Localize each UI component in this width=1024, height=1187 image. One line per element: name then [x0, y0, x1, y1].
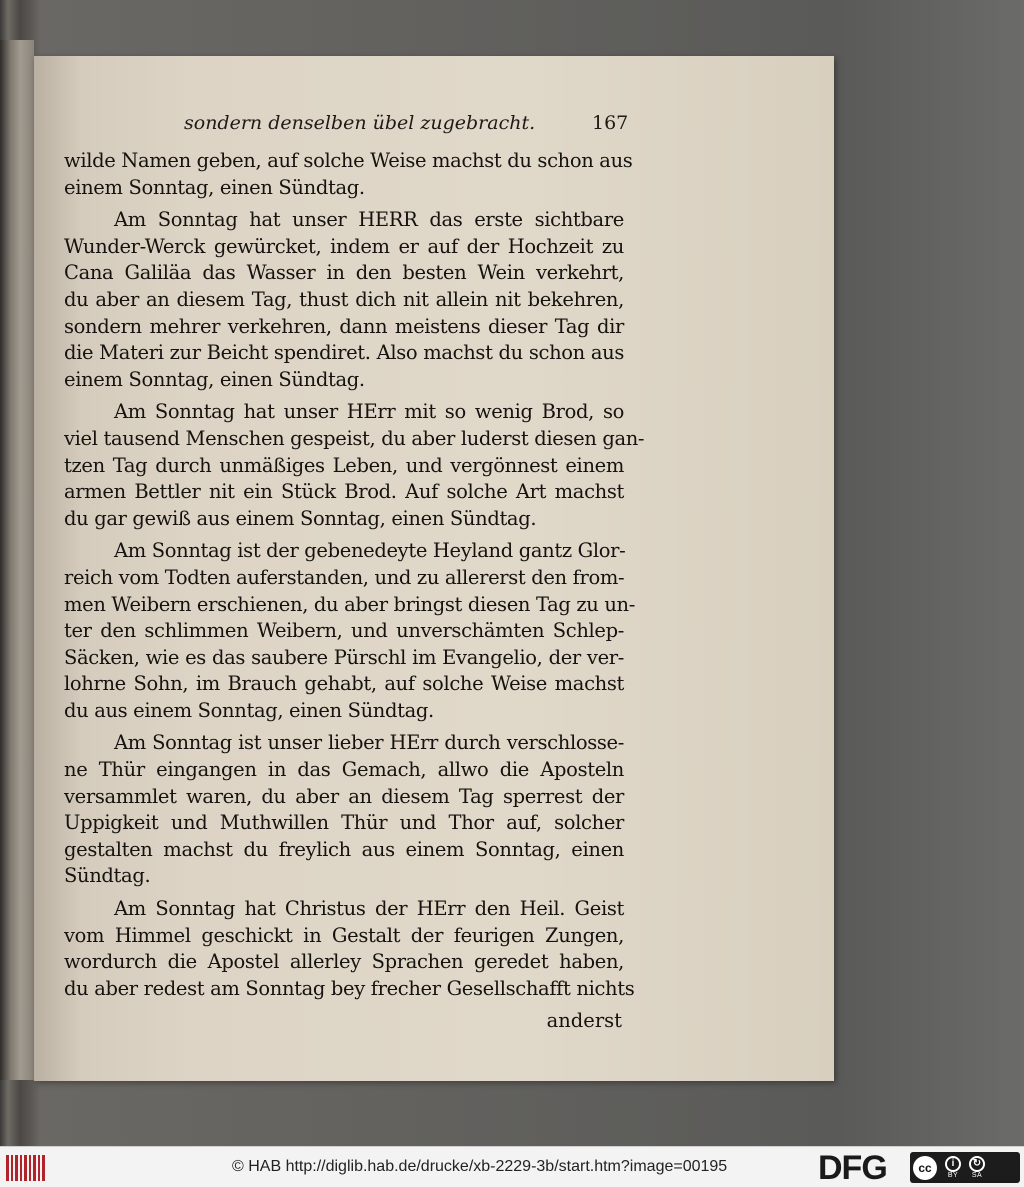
body-text: [64, 148, 645, 1035]
creative-commons-icon: cc: [913, 1156, 937, 1180]
text-line: tzen Tag durch unmäßiges Leben, und vergönnest einem: [64, 453, 624, 477]
footer-bar: [0, 1146, 1024, 1187]
text-line: ne Thür eingangen in das Gemach, allwo die Aposteln: [64, 758, 624, 782]
page-header: [34, 112, 634, 140]
text-line: Am Sonntag hat unser HERR das erste sichtbare: [114, 208, 624, 232]
text-line: sondern mehrer verkehren, dann meistens dieser Tag dir: [64, 314, 624, 338]
copyright-link[interactable]: © HAB http://diglib.hab.de/drucke/xb-2229-3b/start.htm?image=00195: [232, 1158, 728, 1175]
stripe: [15, 1155, 18, 1181]
text-line: wilde Namen geben, auf solche Weise machst du schon aus: [64, 149, 633, 172]
catchword: anderst: [546, 1009, 622, 1033]
paragraph: [64, 399, 645, 532]
text-line: du aber redest am Sonntag bey frecher Gesellschafft nichts: [64, 976, 635, 1000]
text-line: Säcken, wie es das saubere Pürschl im Evangelio, der ver-: [64, 645, 624, 669]
dfg-logo: DFG: [818, 1149, 887, 1187]
text-line: wordurch die Apostel allerley Sprachen geredet haben,: [64, 950, 624, 974]
stripe: [29, 1155, 31, 1181]
license-sa-label: SA: [971, 1171, 983, 1179]
text-line: men Weibern erschienen, du aber bringst diesen Tag zu un-: [64, 592, 635, 616]
text-line: versammlet waren, du aber an diesem Tag sperrest der: [64, 784, 624, 808]
paragraph: [64, 730, 624, 890]
paragraph: [64, 896, 635, 1002]
text-line: Sündtag.: [64, 864, 151, 888]
stripe: [6, 1155, 9, 1181]
red-barcode-stripes-icon: [6, 1155, 48, 1181]
text-line: Uppigkeit und Muthwillen Thür und Thor auf, solcher: [64, 811, 624, 835]
text-line: Am Sonntag hat Christus der HErr den Heil. Geist: [114, 897, 624, 921]
text-line: ter den schlimmen Weibern, und unverschämten Schlep-: [64, 619, 624, 643]
license-by-label: BY: [947, 1171, 959, 1179]
text-line: Cana Galiläa das Wasser in den besten Wein verkehrt,: [64, 261, 624, 285]
text-line: vom Himmel geschickt in Gestalt der feurigen Zungen,: [64, 923, 624, 947]
text-line: du aber an diesem Tag, thust dich nit allein nit bekehren,: [64, 287, 624, 311]
page-number: 167: [592, 112, 629, 134]
text-line: viel tausend Menschen gespeist, du aber luderst diesen gan-: [64, 426, 645, 450]
book-page: [34, 56, 834, 1081]
text-line: einem Sonntag, einen Sündtag.: [64, 175, 365, 199]
share-alike-icon: ↻: [969, 1156, 985, 1172]
text-line: die Materi zur Beicht spendiret. Also machst du schon aus: [64, 341, 624, 365]
attribution-person-icon: i: [945, 1156, 961, 1172]
text-line: lohrne Sohn, im Brauch gehabt, auf solche Weise machst: [64, 672, 624, 696]
share-alike-block: [969, 1156, 985, 1180]
stripe: [42, 1155, 45, 1181]
paragraph: [64, 207, 624, 393]
paragraph: [64, 538, 635, 724]
text-line: gestalten machst du freylich aus einem Sonntag, einen: [64, 837, 624, 861]
text-line: armen Bettler nit ein Stück Brod. Auf solche Art machst: [64, 480, 624, 504]
text-line: Am Sonntag ist der gebenedeyte Heyland gantz Glor-: [114, 539, 626, 563]
text-line: Wunder-Werck gewürcket, indem er auf der Hochzeit zu: [64, 234, 624, 258]
stripe: [24, 1155, 27, 1181]
running-title: sondern denselben übel zugebracht.: [184, 112, 536, 134]
text-line: einem Sonntag, einen Sündtag.: [64, 367, 365, 391]
paragraph: [64, 148, 633, 201]
stripe: [20, 1155, 22, 1181]
stripe: [38, 1155, 40, 1181]
license-badge[interactable]: [910, 1152, 1020, 1183]
stripe: [33, 1155, 36, 1181]
text-line: Am Sonntag hat unser HErr mit so wenig Brod, so: [114, 400, 624, 424]
stripe: [11, 1155, 13, 1181]
facing-page-edge: [0, 40, 34, 1080]
text-line: Am Sonntag ist unser lieber HErr durch verschlosse-: [114, 731, 624, 755]
attribution-block: [945, 1156, 961, 1180]
text-line: du aus einem Sonntag, einen Sündtag.: [64, 698, 434, 722]
text-line: reich vom Todten auferstanden, und zu allererst den from-: [64, 565, 625, 589]
text-line: du gar gewiß aus einem Sonntag, einen Sündtag.: [64, 506, 537, 530]
